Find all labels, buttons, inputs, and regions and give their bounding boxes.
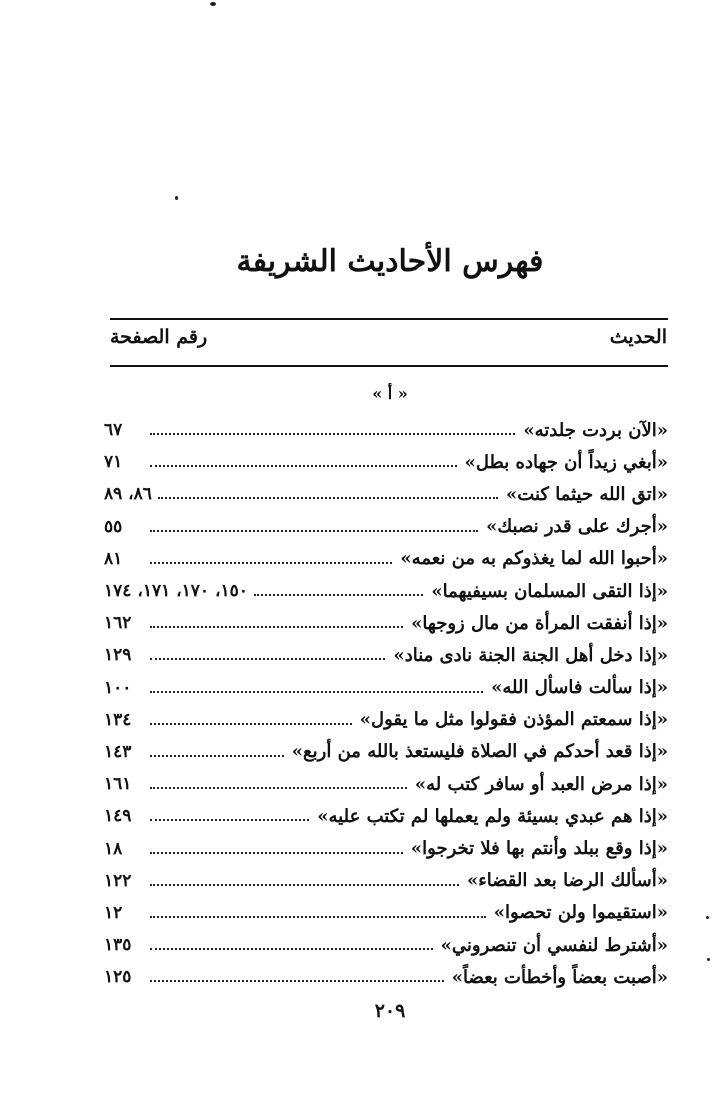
entry-hadith: «أشترط لنفسي أن تنصروني» (440, 934, 668, 956)
index-entry (104, 768, 668, 800)
header-rule-top (110, 318, 668, 320)
index-entry (104, 672, 668, 704)
entry-hadith: «إذا التقى المسلمان بسيفيهما» (431, 580, 668, 602)
entry-hadith: «أصبت بعضاً وأخطأت بعضاً» (451, 966, 668, 988)
index-entry (104, 897, 668, 929)
entry-page-number: ١٦١ (104, 774, 132, 795)
entry-page-number: ١٢ (104, 902, 123, 923)
index-entry (104, 446, 668, 478)
entry-hadith: «أسألك الرضا بعد القضاء» (467, 870, 668, 892)
index-entry (104, 832, 668, 864)
entry-page-number: ١٦٢ (104, 613, 132, 634)
section-letter: « أ » (372, 384, 408, 403)
dot-leader (150, 530, 478, 532)
entry-page-number: ١٢٥ (104, 967, 132, 988)
dot-leader (150, 691, 483, 693)
index-entry (104, 478, 668, 510)
dot-leader (158, 497, 498, 499)
entry-hadith: «إذا قعد أحدكم في الصلاة فليستعذ بالله من أربع» (291, 741, 668, 763)
dot-leader (150, 852, 403, 854)
header-rule-bottom (110, 365, 668, 367)
entry-hadith: «الآن بردت جلدته» (523, 419, 668, 441)
index-entry (104, 704, 668, 736)
entry-hadith: «أجرك على قدر نصبك» (486, 516, 668, 538)
index-entry (104, 800, 668, 832)
column-header-page: رقم الصفحة (110, 326, 208, 348)
index-entries (104, 414, 668, 993)
dot-leader (254, 594, 424, 596)
entry-page-number: ١٨ (104, 838, 123, 859)
entry-page-number: ١٤٩ (104, 806, 132, 827)
dot-leader (150, 916, 486, 918)
dot-leader (150, 755, 284, 757)
entry-page-number: ١٥٠، ١٧٠، ١٧١، ١٧٤ (104, 581, 248, 602)
index-entry (104, 961, 668, 993)
entry-hadith: «إذا مرض العبد أو سافر كتب له» (414, 773, 668, 795)
entry-hadith: «استقيموا ولن تحصوا» (493, 902, 668, 924)
dot-leader (150, 626, 403, 628)
dot-leader (150, 980, 444, 982)
scan-speck (707, 958, 710, 961)
index-entry (104, 736, 668, 768)
entry-page-number: ٥٥ (104, 516, 123, 537)
dot-leader (150, 948, 433, 950)
index-entry (104, 929, 668, 961)
page-number: ٢٠٩ (374, 1000, 406, 1022)
entry-hadith: «إذا هم عبدي بسيئة ولم يعملها لم تكتب عليه» (317, 805, 668, 827)
entry-hadith: «إذا سألت فاسأل الله» (491, 677, 668, 699)
entry-page-number: ١٢٢ (104, 870, 132, 891)
index-entry (104, 414, 668, 446)
entry-hadith: «إذا أنفقت المرأة من مال زوجها» (411, 612, 668, 634)
dot-leader (150, 562, 392, 564)
entry-page-number: ٨٦، ٨٩ (104, 484, 152, 505)
scan-speck (706, 916, 709, 919)
dot-leader (150, 884, 459, 886)
entry-page-number: ١٣٥ (104, 935, 132, 956)
dot-leader (150, 787, 407, 789)
scan-speck (210, 2, 216, 6)
entry-page-number: ٨١ (104, 548, 123, 569)
column-header-hadith: الحديث (609, 326, 667, 348)
entry-page-number: ١٣٤ (104, 709, 132, 730)
entry-page-number: ١٤٣ (104, 741, 132, 762)
entry-page-number: ٦٧ (104, 420, 123, 441)
dot-leader (150, 465, 457, 467)
page-title: فهرس الأحاديث الشريفة (236, 244, 544, 279)
dot-leader (150, 819, 309, 821)
scan-speck (175, 196, 178, 200)
index-entry (104, 639, 668, 671)
entry-page-number: ٧١ (104, 452, 123, 473)
index-entry (104, 511, 668, 543)
index-entry (104, 607, 668, 639)
entry-page-number: ١٢٩ (104, 645, 132, 666)
entry-page-number: ١٠٠ (104, 677, 132, 698)
index-entry (104, 865, 668, 897)
dot-leader (150, 433, 515, 435)
entry-hadith: «أحبوا الله لما يغذوكم به من نعمه» (400, 548, 668, 570)
dot-leader (150, 658, 385, 660)
dot-leader (150, 723, 352, 725)
index-entry (104, 575, 668, 607)
entry-hadith: «إذا وقع ببلد وأنتم بها فلا تخرجوا» (410, 838, 668, 860)
index-entry (104, 543, 668, 575)
entry-hadith: «إذا دخل أهل الجنة الجنة نادى مناد» (393, 644, 668, 666)
entry-hadith: «إذا سمعتم المؤذن فقولوا مثل ما يقول» (359, 709, 668, 731)
entry-hadith: «أبغي زيداً أن جهاده بطل» (464, 451, 668, 473)
entry-hadith: «اتق الله حيثما كنت» (506, 483, 668, 505)
